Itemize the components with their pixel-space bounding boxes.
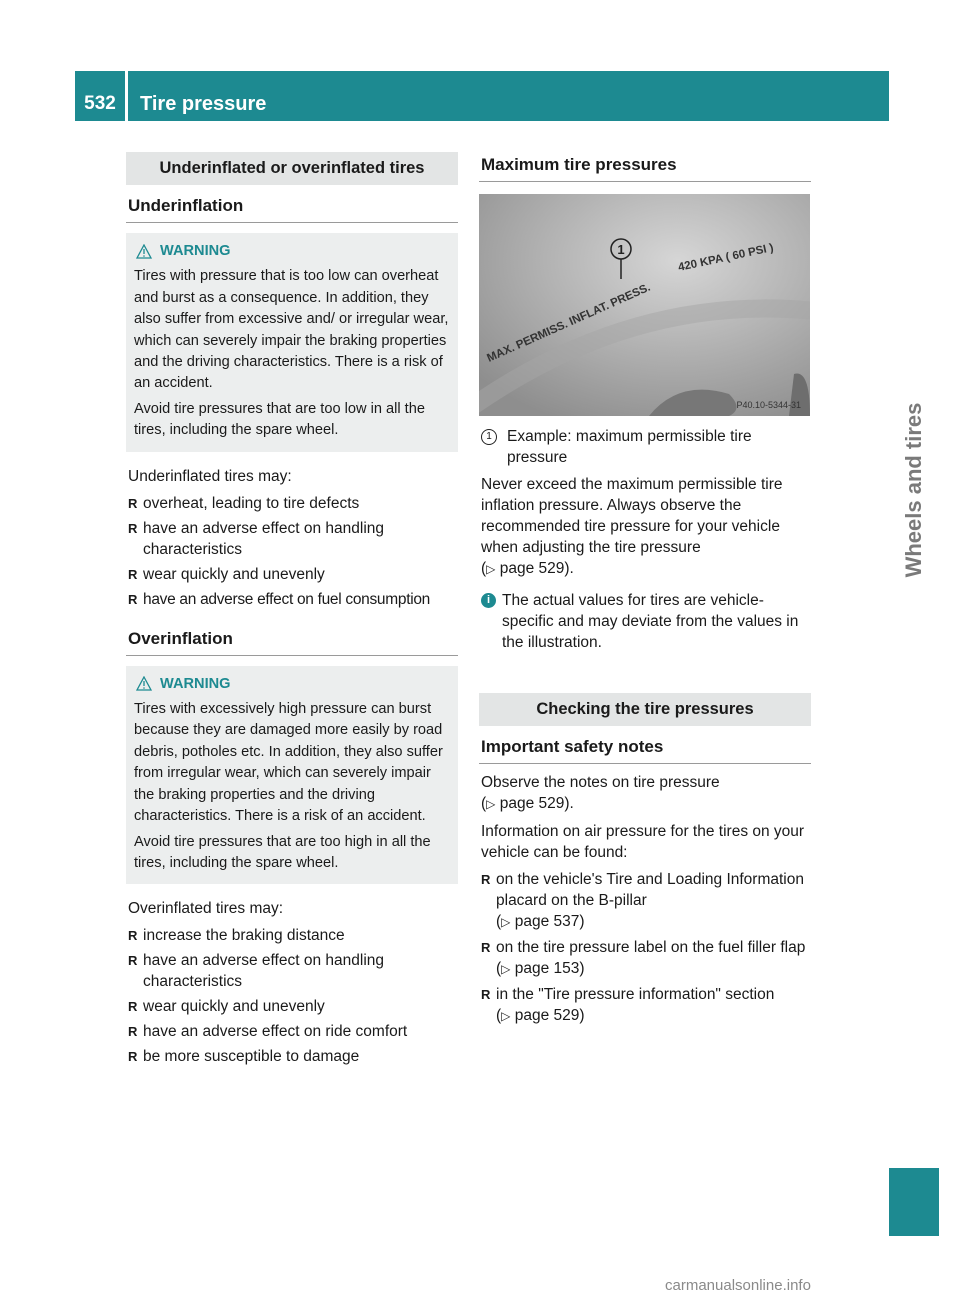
underinflation-heading: Underinflation	[126, 185, 458, 223]
list-item: R have an adverse effect on fuel consumption	[126, 589, 458, 610]
warning-text: Tires with excessively high pressure can burst because they are damaged more easily by road debris, potholes etc. In addition, they also suffer from irregular wear, which can severely impair the braking properties and the driving characteristics. There is a risk of an accident.	[134, 701, 443, 825]
page-arrow-icon: ▷	[486, 797, 496, 811]
list-item: R in the "Tire pressure information" section (▷ page 529)	[479, 984, 811, 1027]
warning-title	[134, 241, 452, 262]
page-title: Tire pressure	[140, 93, 267, 115]
sidewall-text: MAX. PERMISS. INFLAT. PRESS.	[485, 281, 653, 365]
underinflated-intro: Underinflated tires may:	[128, 467, 292, 485]
overinflation-heading: Overinflation	[126, 618, 458, 656]
warning-icon	[136, 676, 152, 692]
list-item: R have an adverse effect on ride comfort	[126, 1021, 458, 1042]
tire-sidewall-illustration	[479, 194, 810, 416]
max-pressure-text: Never exceed the maximum permissible tire inflation pressure. Always observe the recommended tire pressure for your vehicle when adjusting the tire pressure	[481, 476, 783, 556]
list-item: R wear quickly and unevenly	[126, 996, 458, 1017]
pressure-rating-text: 420 KPA ( 60 PSI )	[677, 241, 775, 274]
page-ref[interactable]: page 529).	[499, 560, 574, 577]
list-item: R overheat, leading to tire defects	[126, 493, 458, 514]
right-column	[479, 140, 811, 1035]
observe-text: Observe the notes on tire pressure	[481, 774, 720, 791]
safety-notes-heading: Important safety notes	[479, 726, 811, 764]
warning-text: Tires with pressure that is too low can overheat and burst as a consequence. In addition, they also suffer from excessive and/ or irregular wear, which can severely impair the braking properties and the driving characteristics. There is a risk of an accident.	[134, 268, 449, 392]
warning-title	[134, 674, 452, 695]
page-ref[interactable]: page 529)	[514, 1007, 585, 1024]
list-item: R have an adverse effect on handling characteristics	[126, 518, 458, 560]
overinflated-intro: Overinflated tires may:	[128, 900, 284, 918]
observe-paragraph: Observe the notes on tire pressure (▷ page 529).	[481, 774, 720, 812]
overinflation-warning	[126, 666, 458, 885]
callout-text: Example: maximum permissible tire pressure	[507, 428, 752, 466]
max-pressure-paragraph: Never exceed the maximum permissible tire inflation pressure. Always observe the recommended tire pressure for your vehicle when adjusting the tire pressure (▷ page 529).	[481, 476, 783, 577]
info-found-paragraph: Information on air pressure for the tires on your vehicle can be found:	[481, 823, 805, 861]
list-item: R have an adverse effect on handling characteristics	[126, 950, 458, 992]
callout-marker-number: 1	[617, 242, 625, 257]
info-text: The actual values for tires are vehicle-specific and may deviate from the values in the illustration.	[502, 592, 799, 651]
info-icon: i	[481, 593, 496, 608]
callout-number: 1	[481, 429, 497, 445]
page-arrow-icon: ▷	[501, 1009, 511, 1023]
left-column	[126, 140, 458, 1075]
header-divider	[125, 71, 128, 121]
page-ref[interactable]: page 529).	[499, 795, 574, 812]
page-arrow-icon: ▷	[486, 562, 496, 576]
list-item: R on the tire pressure label on the fuel filler flap (▷ page 153)	[479, 937, 811, 980]
image-code: P40.10-5344-31	[736, 400, 801, 410]
list-item: R be more susceptible to damage	[126, 1046, 458, 1067]
callout-1	[479, 426, 811, 468]
side-tab-label	[889, 250, 939, 730]
page-number: 532	[84, 93, 116, 114]
page-ref[interactable]: page 153)	[514, 960, 585, 977]
underinflation-warning	[126, 233, 458, 452]
side-tab-text: Wheels and tires	[901, 402, 926, 578]
locations-list	[479, 869, 811, 1027]
info-note	[479, 590, 811, 653]
section-heading-inflation: Underinflated or overinflated tires	[126, 152, 458, 185]
warning-label: WARNING	[160, 243, 231, 259]
tire-sidewall-image	[479, 194, 810, 416]
page-ref[interactable]: page 537)	[514, 913, 585, 930]
page-arrow-icon: ▷	[501, 962, 511, 976]
side-tab-block	[889, 1168, 939, 1236]
max-pressure-heading: Maximum tire pressures	[479, 140, 811, 182]
watermark: carmanualsonline.info	[665, 1277, 811, 1294]
warning-advice: Avoid tire pressures that are too low in all the tires, including the spare wheel.	[134, 400, 425, 439]
list-item: R wear quickly and unevenly	[126, 564, 458, 585]
list-item: R increase the braking distance	[126, 925, 458, 946]
section-heading-checking: Checking the tire pressures	[479, 693, 811, 726]
warning-label: WARNING	[160, 675, 231, 692]
warning-icon	[136, 244, 152, 260]
page-arrow-icon: ▷	[501, 915, 511, 929]
underinflated-list	[126, 493, 458, 610]
warning-advice: Avoid tire pressures that are too high in all the tires, including the spare wheel.	[134, 833, 431, 871]
list-item: R on the vehicle's Tire and Loading Information placard on the B-pillar (▷ page 537)	[479, 869, 811, 933]
overinflated-list	[126, 925, 458, 1067]
